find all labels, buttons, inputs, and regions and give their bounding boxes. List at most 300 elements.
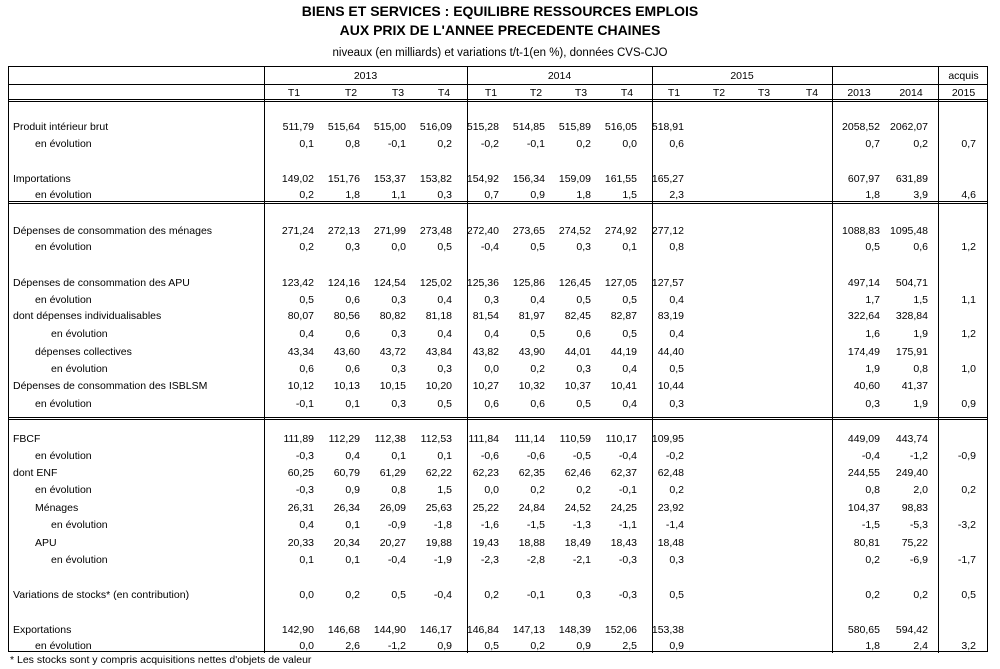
quarter-value: 153,38: [651, 624, 684, 636]
annual-value: 2062,07: [890, 121, 928, 133]
quarter-value: -0,6: [480, 450, 499, 462]
annual-value: 1,6: [865, 328, 880, 340]
quarter-value: 1,5: [437, 484, 452, 496]
quarter-value: -1,8: [433, 519, 452, 531]
annual-value: 1,8: [865, 640, 880, 652]
quarter-value: 0,9: [669, 640, 684, 652]
row-label: en évolution: [51, 328, 108, 340]
acquis-value: 0,9: [961, 398, 976, 410]
quarter-value: 123,42: [281, 277, 314, 289]
quarter-value: 2,5: [622, 640, 637, 652]
quarter-value: 516,09: [419, 121, 452, 133]
quarter-value: 43,82: [472, 346, 499, 358]
quarter-value: -0,2: [665, 450, 684, 462]
quarter-value: 271,99: [373, 225, 406, 237]
quarter-value: 125,02: [419, 277, 452, 289]
quarter-value: -2,8: [526, 554, 545, 566]
quarter-value: 20,34: [333, 537, 360, 549]
quarter-value: -0,3: [295, 450, 314, 462]
quarter-value: 10,41: [610, 380, 637, 392]
quarter-value: 111,14: [514, 433, 545, 445]
acquis-value: 1,0: [961, 363, 976, 375]
quarter-value: 18,43: [610, 537, 637, 549]
quarter-value: 10,44: [657, 380, 684, 392]
quarter-value: -1,4: [665, 519, 684, 531]
quarter-header: T2: [712, 87, 726, 99]
quarter-value: 0,2: [530, 363, 545, 375]
quarter-value: 0,1: [437, 450, 452, 462]
quarter-value: 110,59: [559, 433, 591, 445]
quarter-value: 43,60: [333, 346, 360, 358]
quarter-value: 0,5: [299, 294, 314, 306]
acquis-year-header: 2015: [951, 87, 976, 99]
quarter-value: 0,2: [345, 589, 360, 601]
quarter-value: 274,52: [558, 225, 591, 237]
quarter-value: 0,6: [530, 398, 545, 410]
quarter-value: 0,3: [669, 398, 684, 410]
row-label: Importations: [13, 173, 71, 185]
quarter-value: 62,23: [472, 467, 499, 479]
quarter-value: -1,2: [387, 640, 406, 652]
quarter-value: 273,48: [419, 225, 452, 237]
quarter-value: -1,5: [526, 519, 545, 531]
quarter-value: 112,29: [328, 433, 360, 445]
quarter-value: 0,3: [576, 241, 591, 253]
annual-value: 449,09: [847, 433, 880, 445]
quarter-value: 0,5: [669, 363, 684, 375]
quarter-value: 10,13: [333, 380, 360, 392]
annual-value: 175,91: [895, 346, 928, 358]
quarter-value: 0,2: [530, 640, 545, 652]
quarter-header: T3: [391, 87, 405, 99]
quarter-value: 518,91: [651, 121, 684, 133]
annual-value: 1095,48: [890, 225, 928, 237]
quarter-value: 0,3: [576, 589, 591, 601]
quarter-value: 82,87: [610, 310, 637, 322]
quarter-value: 0,8: [345, 138, 360, 150]
quarter-value: 26,31: [287, 502, 314, 514]
quarter-value: 62,46: [564, 467, 591, 479]
quarter-value: 0,3: [576, 363, 591, 375]
quarter-value: 43,34: [287, 346, 314, 358]
quarter-value: 515,89: [558, 121, 591, 133]
quarter-value: 0,3: [669, 554, 684, 566]
row-label: en évolution: [51, 519, 108, 531]
quarter-value: 0,4: [437, 294, 452, 306]
quarter-value: 10,12: [287, 380, 314, 392]
table-subtitle: niveaux (en milliards) et variations t/t-1(en %), données CVS-CJO: [332, 47, 668, 59]
row-divider: [9, 101, 987, 102]
quarter-value: 0,8: [391, 484, 406, 496]
annual-value: 1,5: [913, 294, 928, 306]
quarter-value: 0,1: [345, 398, 360, 410]
quarter-value: 44,01: [564, 346, 591, 358]
quarter-value: 0,3: [391, 398, 406, 410]
annual-value: 0,3: [865, 398, 880, 410]
acquis-header: acquis: [948, 70, 979, 82]
quarter-value: 154,92: [466, 173, 499, 185]
quarter-value: 62,22: [425, 467, 452, 479]
quarter-value: 0,5: [437, 398, 452, 410]
quarter-value: 146,84: [466, 624, 499, 636]
quarter-value: 44,40: [657, 346, 684, 358]
quarter-value: 81,18: [425, 310, 452, 322]
annual-value: 2,4: [913, 640, 928, 652]
quarter-value: -0,9: [387, 519, 406, 531]
quarter-value: 80,56: [333, 310, 360, 322]
quarter-value: 0,5: [576, 398, 591, 410]
annual-value: -1,5: [861, 519, 880, 531]
quarter-value: 0,4: [345, 450, 360, 462]
quarter-value: 0,4: [437, 328, 452, 340]
quarter-value: 10,37: [564, 380, 591, 392]
quarter-value: 159,09: [558, 173, 591, 185]
quarter-value: -2,1: [572, 554, 591, 566]
quarter-value: 10,15: [379, 380, 406, 392]
row-label: Variations de stocks* (en contribution): [13, 589, 190, 601]
row-label: Exportations: [13, 624, 72, 636]
quarter-value: 0,2: [437, 138, 452, 150]
quarter-value: 0,9: [530, 189, 545, 201]
year-group-header: 2015: [730, 70, 754, 82]
quarter-value: 0,5: [437, 241, 452, 253]
quarter-value: 2,3: [669, 189, 684, 201]
table-title-line-1: BIENS ET SERVICES : EQUILIBRE RESSOURCES EMPLOIS: [301, 3, 699, 19]
acquis-value: -0,9: [957, 450, 976, 462]
annual-value: -6,9: [909, 554, 928, 566]
quarter-value: 25,63: [425, 502, 452, 514]
quarter-value: -0,5: [572, 450, 591, 462]
annual-value: 2,0: [913, 484, 928, 496]
annual-value: 0,8: [913, 363, 928, 375]
quarter-value: 0,0: [299, 589, 314, 601]
annual-value: 0,8: [865, 484, 880, 496]
quarter-value: 149,02: [281, 173, 314, 185]
quarter-value: 111,84: [468, 433, 499, 445]
acquis-value: 3,2: [961, 640, 976, 652]
quarter-value: 109,95: [651, 433, 684, 445]
quarter-value: 0,5: [391, 589, 406, 601]
annual-year-header: 2013: [847, 87, 871, 99]
quarter-value: -0,2: [480, 138, 499, 150]
quarter-value: -0,1: [618, 484, 637, 496]
quarter-value: -0,4: [480, 241, 499, 253]
row-label: en évolution: [35, 189, 92, 201]
row-label: dépenses collectives: [35, 346, 132, 358]
quarter-value: -2,3: [480, 554, 499, 566]
row-divider: [9, 419, 987, 420]
quarter-value: 60,79: [333, 467, 360, 479]
quarter-value: 0,1: [391, 450, 406, 462]
annual-year-header: 2014: [899, 87, 923, 99]
annual-value: 41,37: [901, 380, 928, 392]
row-label: en évolution: [35, 640, 92, 652]
row-label: Produit intérieur brut: [13, 121, 109, 133]
quarter-value: 0,4: [669, 328, 684, 340]
row-label: en évolution: [51, 363, 108, 375]
quarter-value: 18,48: [657, 537, 684, 549]
quarter-value: 127,57: [651, 277, 684, 289]
quarter-value: 272,40: [466, 225, 499, 237]
row-label: Dépenses de consommation des ISBLSM: [13, 380, 208, 392]
quarter-value: 0,1: [345, 554, 360, 566]
row-label: en évolution: [35, 398, 92, 410]
row-label: en évolution: [35, 294, 92, 306]
annual-value: 497,14: [847, 277, 880, 289]
annual-value: 104,37: [847, 502, 880, 514]
annual-value: 80,81: [853, 537, 880, 549]
quarter-value: 152,06: [604, 624, 637, 636]
quarter-value: -0,1: [526, 589, 545, 601]
annual-value: 504,71: [895, 277, 928, 289]
annual-value: 1,8: [865, 189, 880, 201]
quarter-value: -1,6: [480, 519, 499, 531]
quarter-value: 515,28: [466, 121, 499, 133]
quarter-value: 156,34: [512, 173, 545, 185]
quarter-value: 124,16: [327, 277, 360, 289]
annual-value: 0,2: [865, 589, 880, 601]
row-label: en évolution: [35, 241, 92, 253]
quarter-value: 0,5: [530, 241, 545, 253]
quarter-value: 43,90: [518, 346, 545, 358]
quarter-header: T2: [344, 87, 358, 99]
quarter-value: 1,1: [391, 189, 406, 201]
quarter-value: 80,82: [379, 310, 406, 322]
quarter-value: 0,4: [622, 398, 637, 410]
quarter-value: -1,3: [572, 519, 591, 531]
annual-value: 3,9: [913, 189, 928, 201]
quarter-value: 24,25: [610, 502, 637, 514]
row-label: Dépenses de consommation des ménages: [13, 225, 213, 237]
quarter-value: 20,27: [379, 537, 406, 549]
quarter-value: 272,13: [327, 225, 360, 237]
quarter-value: 125,36: [466, 277, 499, 289]
quarter-value: 146,68: [327, 624, 360, 636]
quarter-value: 43,72: [379, 346, 406, 358]
quarter-value: 142,90: [281, 624, 314, 636]
quarter-value: 0,4: [622, 363, 637, 375]
quarter-value: -1,9: [433, 554, 452, 566]
quarter-value: 60,25: [287, 467, 314, 479]
quarter-value: 0,0: [622, 138, 637, 150]
quarter-value: 82,45: [564, 310, 591, 322]
quarter-value: -0,6: [526, 450, 545, 462]
quarter-value: 110,17: [605, 433, 637, 445]
quarter-value: 146,17: [419, 624, 452, 636]
annual-value: 1,9: [865, 363, 880, 375]
quarter-value: 24,52: [564, 502, 591, 514]
quarter-value: 0,2: [669, 484, 684, 496]
annual-value: -1,2: [909, 450, 928, 462]
quarter-value: 0,4: [669, 294, 684, 306]
quarter-header: T1: [287, 87, 301, 99]
quarter-value: 18,88: [518, 537, 545, 549]
quarter-value: 10,32: [518, 380, 545, 392]
quarter-value: 10,27: [472, 380, 499, 392]
row-label: Ménages: [35, 502, 79, 514]
quarter-value: 151,76: [327, 173, 360, 185]
quarter-value: 81,54: [472, 310, 499, 322]
row-label: dont dépenses individualisables: [13, 310, 162, 322]
quarter-value: 277,12: [651, 225, 684, 237]
quarter-value: 153,37: [373, 173, 406, 185]
row-label: FBCF: [13, 433, 41, 445]
quarter-value: 62,37: [610, 467, 637, 479]
annual-value: 174,49: [847, 346, 880, 358]
row-divider: [9, 84, 987, 85]
quarter-value: 516,05: [604, 121, 637, 133]
annual-value: 443,74: [895, 433, 928, 445]
quarter-value: 0,0: [484, 363, 499, 375]
quarter-value: 144,90: [373, 624, 406, 636]
quarter-value: 0,3: [391, 363, 406, 375]
annual-value: 322,64: [847, 310, 880, 322]
annual-value: 40,60: [853, 380, 880, 392]
annual-value: 0,5: [865, 241, 880, 253]
quarter-value: 0,9: [437, 640, 452, 652]
quarter-value: 0,5: [530, 328, 545, 340]
quarter-value: 19,43: [472, 537, 499, 549]
quarter-header: T1: [667, 87, 681, 99]
annual-value: 249,40: [895, 467, 928, 479]
quarter-value: 0,1: [345, 519, 360, 531]
row-label: Dépenses de consommation des APU: [13, 277, 190, 289]
acquis-value: 0,2: [961, 484, 976, 496]
quarter-value: -0,3: [295, 484, 314, 496]
annual-value: 1,9: [913, 328, 928, 340]
annual-value: 580,65: [847, 624, 880, 636]
row-divider: [9, 417, 987, 418]
quarter-value: 511,79: [282, 121, 314, 133]
row-label: APU: [35, 537, 57, 549]
quarter-value: 112,53: [420, 433, 452, 445]
quarter-value: 0,8: [669, 241, 684, 253]
quarter-value: 0,2: [484, 589, 499, 601]
quarter-value: 153,82: [419, 173, 452, 185]
quarter-value: 0,2: [299, 189, 314, 201]
quarter-value: 0,5: [484, 640, 499, 652]
quarter-value: 271,24: [281, 225, 314, 237]
year-group-header: 2013: [353, 70, 378, 82]
quarter-value: 62,35: [518, 467, 545, 479]
annual-value: 0,7: [865, 138, 880, 150]
quarter-value: 26,09: [379, 502, 406, 514]
quarter-value: -0,1: [295, 398, 314, 410]
quarter-value: 274,92: [604, 225, 637, 237]
quarter-value: 0,9: [345, 484, 360, 496]
quarter-value: 0,3: [345, 241, 360, 253]
quarter-value: 0,5: [622, 294, 637, 306]
quarter-value: 61,29: [379, 467, 406, 479]
row-label: dont ENF: [13, 467, 58, 479]
quarter-value: 80,07: [287, 310, 314, 322]
quarter-value: 0,3: [391, 328, 406, 340]
acquis-value: -1,7: [957, 554, 976, 566]
acquis-value: -3,2: [957, 519, 976, 531]
annual-value: -5,3: [909, 519, 928, 531]
quarter-value: 0,2: [576, 484, 591, 496]
quarter-header: T3: [574, 87, 588, 99]
quarter-value: 0,5: [669, 589, 684, 601]
row-label: en évolution: [35, 138, 92, 150]
quarter-value: -0,4: [387, 554, 406, 566]
quarter-value: 10,20: [425, 380, 452, 392]
quarter-value: 112,38: [374, 433, 406, 445]
quarter-value: -0,3: [618, 554, 637, 566]
quarter-header: T4: [437, 87, 451, 99]
quarter-value: 0,6: [669, 138, 684, 150]
quarter-value: 0,2: [576, 138, 591, 150]
annual-value: 1088,83: [842, 225, 880, 237]
quarter-value: 111,89: [283, 433, 314, 445]
quarter-value: 0,6: [576, 328, 591, 340]
row-label: en évolution: [35, 450, 92, 462]
quarter-value: 0,2: [530, 484, 545, 496]
quarter-header: T2: [529, 87, 543, 99]
quarter-value: 18,49: [564, 537, 591, 549]
quarter-value: -0,4: [618, 450, 637, 462]
quarter-value: 25,22: [472, 502, 499, 514]
quarter-value: 161,55: [604, 173, 637, 185]
acquis-value: 1,1: [961, 294, 976, 306]
row-divider: [9, 203, 987, 204]
annual-value: 328,84: [895, 310, 928, 322]
quarter-value: 515,00: [373, 121, 406, 133]
quarter-value: 43,84: [425, 346, 452, 358]
row-label: en évolution: [35, 484, 92, 496]
quarter-header: T1: [484, 87, 498, 99]
quarter-value: 0,6: [484, 398, 499, 410]
quarter-value: 0,3: [437, 363, 452, 375]
quarter-value: 0,6: [299, 363, 314, 375]
quarter-value: 147,13: [512, 624, 545, 636]
quarter-value: 0,6: [345, 294, 360, 306]
quarter-value: 0,1: [299, 138, 314, 150]
quarter-value: 514,85: [512, 121, 545, 133]
quarter-value: -0,3: [618, 589, 637, 601]
acquis-value: 1,2: [961, 241, 976, 253]
quarter-value: 0,4: [299, 328, 314, 340]
quarter-value: 0,3: [391, 294, 406, 306]
data-table: [8, 66, 988, 652]
annual-value: 2058,52: [842, 121, 880, 133]
quarter-value: 0,3: [484, 294, 499, 306]
quarter-header: T3: [757, 87, 771, 99]
quarter-value: 0,0: [391, 241, 406, 253]
quarter-header: T4: [620, 87, 634, 99]
quarter-value: 0,2: [299, 241, 314, 253]
quarter-value: 62,48: [657, 467, 684, 479]
quarter-value: 127,05: [604, 277, 637, 289]
quarter-value: 0,1: [299, 554, 314, 566]
quarter-value: 1,8: [576, 189, 591, 201]
footnote: * Les stocks sont y compris acquisitions nettes d'objets de valeur: [10, 654, 312, 666]
annual-value: 0,2: [913, 589, 928, 601]
annual-value: 98,83: [901, 502, 928, 514]
quarter-value: 1,5: [622, 189, 637, 201]
quarter-value: 0,0: [299, 640, 314, 652]
acquis-value: 4,6: [961, 189, 976, 201]
quarter-value: 44,19: [610, 346, 637, 358]
quarter-value: 0,4: [299, 519, 314, 531]
quarter-value: 165,27: [651, 173, 684, 185]
acquis-value: 0,5: [961, 589, 976, 601]
year-group-header: 2014: [547, 70, 572, 82]
quarter-value: 148,39: [558, 624, 591, 636]
annual-value: 75,22: [901, 537, 928, 549]
quarter-value: 0,0: [484, 484, 499, 496]
quarter-value: 81,97: [518, 310, 545, 322]
